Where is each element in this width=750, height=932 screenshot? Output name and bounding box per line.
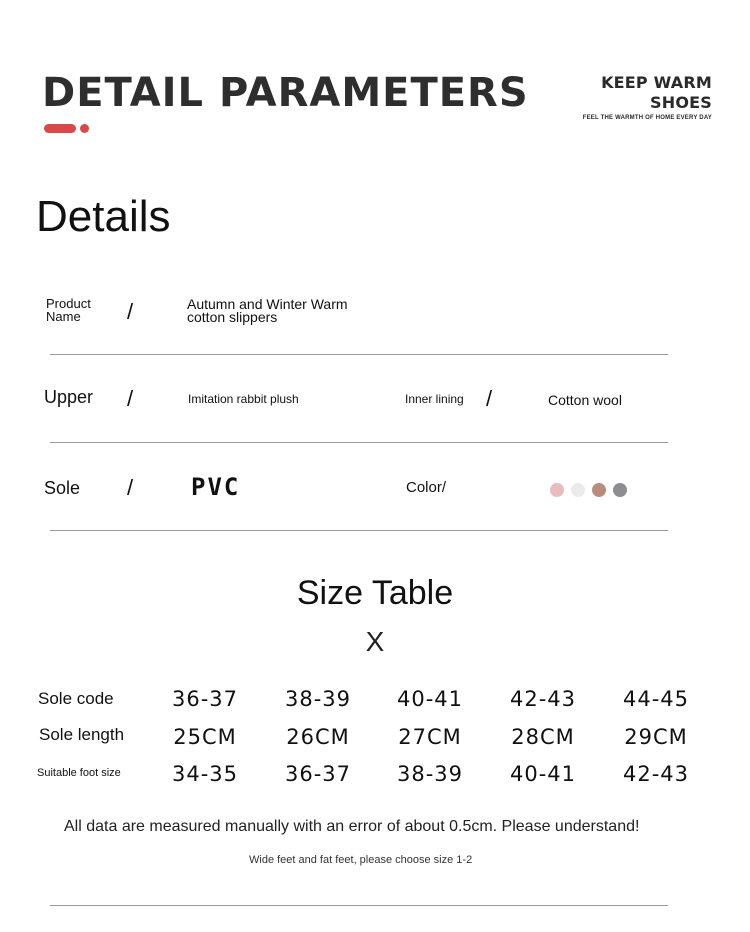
table-cell: 26CM: [286, 725, 350, 749]
separator-slash: /: [127, 475, 134, 500]
table-cell: 40-41: [396, 687, 464, 711]
table-cell: 25CM: [173, 725, 237, 749]
table-cell: 34-35: [171, 762, 239, 786]
upper-value: Imitation rabbit plush: [188, 392, 299, 406]
brand-line2: SHOES: [650, 93, 712, 112]
color-swatch-pink: [550, 483, 564, 497]
size-advice-note: Wide feet and fat feet, please choose size 1-2: [249, 854, 473, 866]
measurement-note: All data are measured manually with an error of about 0.5cm. Please understand!: [64, 818, 640, 835]
page-title: DETAIL PARAMETERS: [42, 70, 529, 116]
upper-label: Upper: [44, 387, 94, 407]
accent-dot-decoration: [80, 124, 89, 133]
divider: [50, 442, 668, 443]
divider: [50, 530, 668, 531]
product-name-value: Autumn and Winter Warm cotton slippers: [187, 296, 348, 325]
x-mark-decoration: X: [365, 626, 385, 657]
product-name-label: Product Name: [46, 296, 91, 324]
sole-code-label: Sole code: [38, 689, 114, 708]
table-cell: 36-37: [284, 762, 352, 786]
divider: [50, 905, 668, 906]
table-cell: 29CM: [624, 725, 688, 749]
table-cell: 40-41: [509, 762, 577, 786]
sole-value: PVC: [191, 473, 241, 501]
color-label: Color/: [406, 479, 447, 496]
details-heading: Details: [36, 192, 171, 241]
color-swatches: [550, 483, 627, 497]
table-cell: 38-39: [396, 762, 464, 786]
brand-tagline: FEEL THE WARMTH OF HOME EVERY DAY: [582, 115, 712, 121]
table-cell: 38-39: [284, 687, 352, 711]
separator-slash: /: [127, 386, 134, 411]
sole-label: Sole: [44, 478, 81, 498]
table-cell: 27CM: [398, 725, 462, 749]
table-cell: 42-43: [622, 762, 690, 786]
table-cell: 42-43: [509, 687, 577, 711]
inner-lining-label: Inner lining: [405, 392, 464, 406]
table-cell: 36-37: [171, 687, 239, 711]
separator-slash: /: [127, 299, 134, 324]
brand-block: [583, 73, 712, 121]
color-swatch-white: [571, 483, 585, 497]
brand-line1: KEEP WARM: [601, 73, 712, 92]
accent-pill-decoration: [44, 124, 76, 133]
suitable-foot-size-label: Suitable foot size: [37, 767, 121, 779]
color-swatch-brown: [592, 483, 606, 497]
inner-lining-value: Cotton wool: [548, 392, 622, 408]
table-cell: 44-45: [622, 687, 690, 711]
sole-length-label: Sole length: [39, 725, 125, 744]
table-cell: 28CM: [511, 725, 575, 749]
color-swatch-gray: [613, 483, 627, 497]
separator-slash: /: [486, 386, 493, 411]
size-table-heading: Size Table: [296, 574, 454, 612]
divider: [50, 354, 668, 355]
